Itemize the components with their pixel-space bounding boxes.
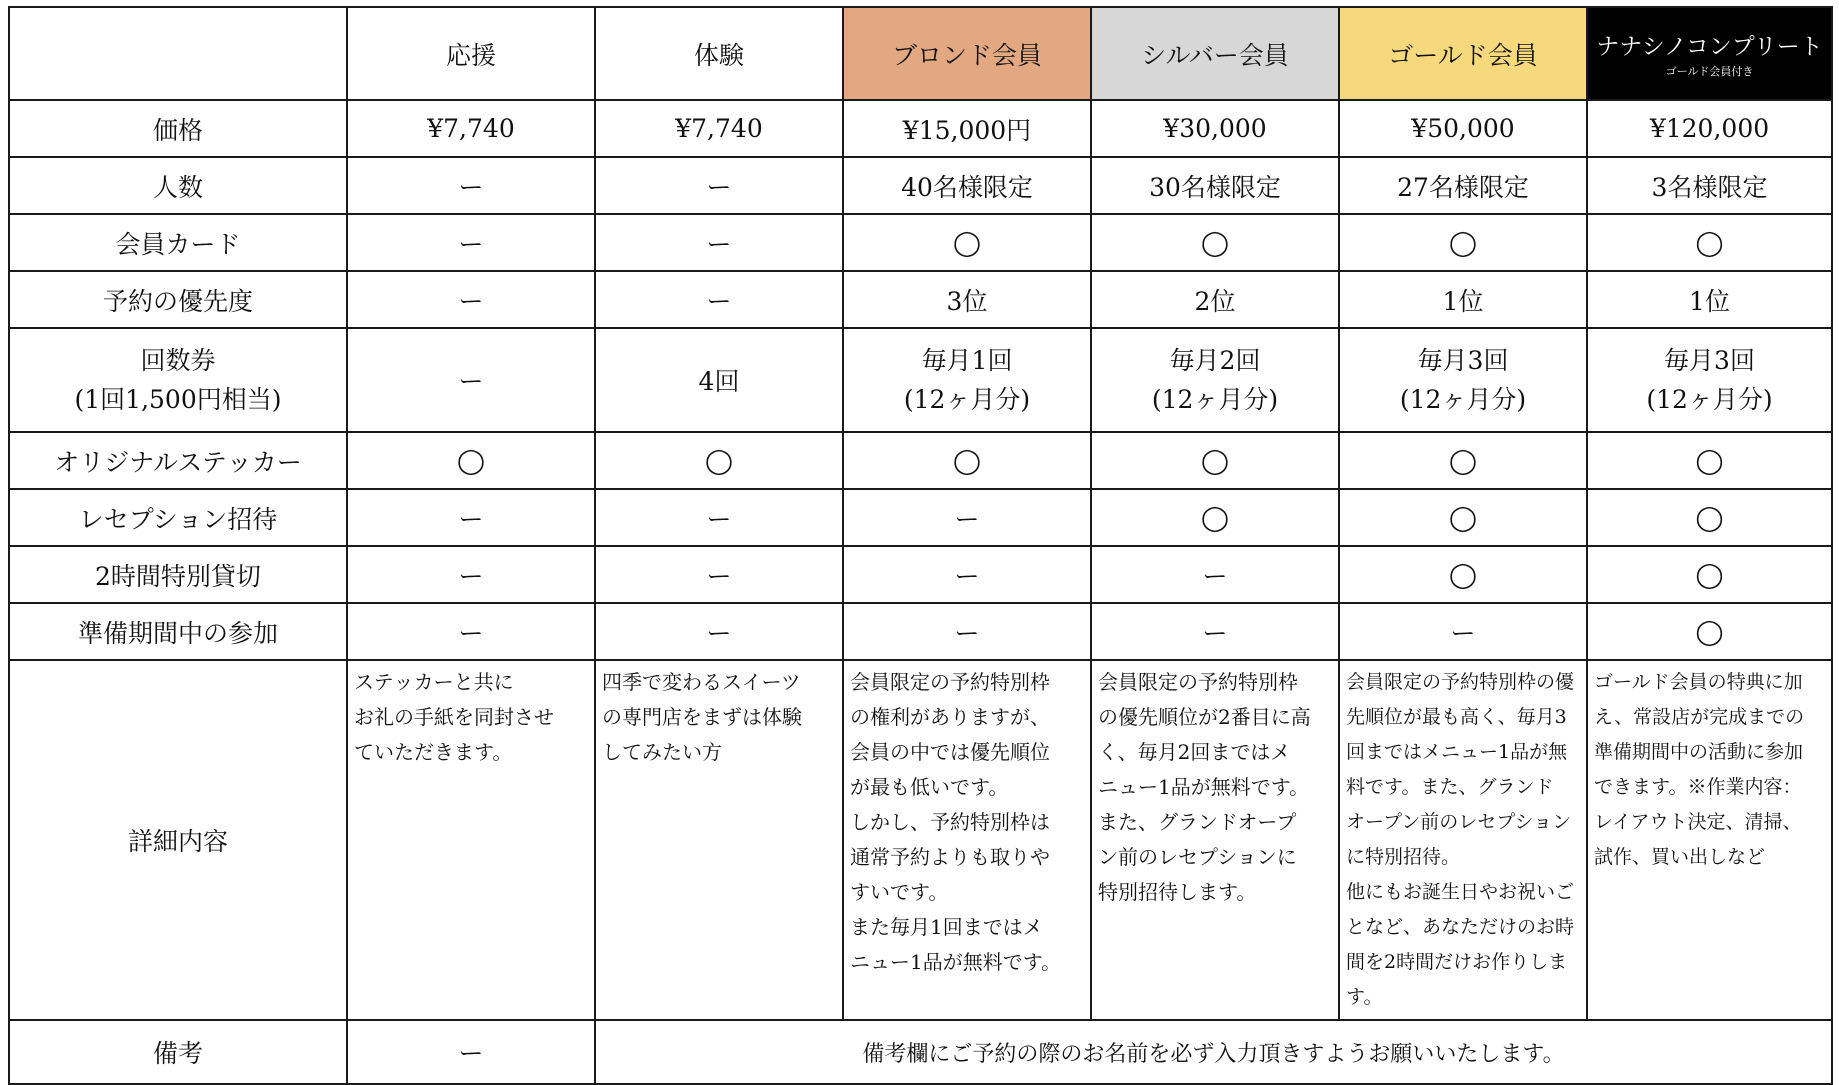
cell-price-trial: ¥7,740 xyxy=(595,100,843,157)
cell-reception-bronze: ー xyxy=(843,489,1091,546)
cell-prep-trial: ー xyxy=(595,603,843,660)
cell-sticker-trial: ◯ xyxy=(595,432,843,489)
cell-sticker-bronze: ◯ xyxy=(843,432,1091,489)
row-label-price: 価格 xyxy=(9,100,347,157)
row-member-card xyxy=(9,214,1832,271)
row-original-sticker xyxy=(9,432,1832,489)
row-label-charter: 2時間特別貸切 xyxy=(9,546,347,603)
cell-capacity-trial: ー xyxy=(595,157,843,214)
row-label-remarks: 備考 xyxy=(9,1020,347,1084)
row-details xyxy=(9,660,1832,1020)
cell-reception-gold: ◯ xyxy=(1339,489,1587,546)
cell-details-silver: 会員限定の予約特別枠 の優先順位が2番目に高 く、毎月2回まではメ ニュー1品が無料です。 また、グランドオープ ン前のレセプションに 特別招待します。 xyxy=(1091,660,1339,1020)
row-capacity xyxy=(9,157,1832,214)
cell-capacity-support: ー xyxy=(347,157,595,214)
cell-prep-complete: ◯ xyxy=(1587,603,1832,660)
header-nanashino-complete xyxy=(1587,7,1832,100)
cell-tickets-complete: 毎月3回 (12ヶ月分) xyxy=(1587,328,1832,432)
cell-sticker-silver: ◯ xyxy=(1091,432,1339,489)
cell-capacity-gold: 27名様限定 xyxy=(1339,157,1587,214)
cell-details-complete: ゴールド会員の特典に加 え、常設店が完成までの 準備期間中の活動に参加 できます。※作業内容： レイアウト決定、清掃、 試作、買い出しなど xyxy=(1587,660,1832,1020)
cell-tickets-gold: 毎月3回 (12ヶ月分) xyxy=(1339,328,1587,432)
cell-priority-trial: ー xyxy=(595,271,843,328)
cell-card-bronze: ◯ xyxy=(843,214,1091,271)
row-label-prep: 準備期間中の参加 xyxy=(9,603,347,660)
row-label-capacity: 人数 xyxy=(9,157,347,214)
cell-priority-silver: 2位 xyxy=(1091,271,1339,328)
cell-card-complete: ◯ xyxy=(1587,214,1832,271)
cell-details-gold: 会員限定の予約特別枠の優 先順位が最も高く、毎月3 回まではメニュー1品が無 料です。また、グランド オープン前のレセプション に特別招待。 他にもお誕生日やお祝いご となど、あなただけのお時 間を2時間だけお作りしま す。 xyxy=(1339,660,1587,1020)
cell-prep-silver: ー xyxy=(1091,603,1339,660)
header-corner xyxy=(9,7,347,100)
header-complete-subtitle: ゴールド会員付き xyxy=(1665,65,1754,78)
cell-tickets-bronze: 毎月1回 (12ヶ月分) xyxy=(843,328,1091,432)
row-reservation-priority xyxy=(9,271,1832,328)
cell-capacity-bronze: 40名様限定 xyxy=(843,157,1091,214)
row-label-details: 詳細内容 xyxy=(9,660,347,1020)
header-bronze-member: ブロンド会員 xyxy=(843,7,1091,100)
cell-capacity-complete: 3名様限定 xyxy=(1587,157,1832,214)
row-price xyxy=(9,100,1832,157)
cell-card-support: ー xyxy=(347,214,595,271)
header-silver-member: シルバー会員 xyxy=(1091,7,1339,100)
cell-tickets-trial: 4回 xyxy=(595,328,843,432)
cell-price-bronze: ¥15,000円 xyxy=(843,100,1091,157)
cell-price-gold: ¥50,000 xyxy=(1339,100,1587,157)
cell-remarks-support: ー xyxy=(347,1020,595,1084)
cell-priority-complete: 1位 xyxy=(1587,271,1832,328)
cell-charter-trial: ー xyxy=(595,546,843,603)
cell-priority-support: ー xyxy=(347,271,595,328)
header-row xyxy=(9,7,1832,100)
cell-sticker-support: ◯ xyxy=(347,432,595,489)
cell-capacity-silver: 30名様限定 xyxy=(1091,157,1339,214)
cell-card-silver: ◯ xyxy=(1091,214,1339,271)
cell-price-silver: ¥30,000 xyxy=(1091,100,1339,157)
row-label-member-card: 会員カード xyxy=(9,214,347,271)
cell-reception-trial: ー xyxy=(595,489,843,546)
row-tickets xyxy=(9,328,1832,432)
cell-tickets-silver: 毎月2回 (12ヶ月分) xyxy=(1091,328,1339,432)
membership-comparison-table xyxy=(8,6,1833,1085)
header-trial: 体験 xyxy=(595,7,843,100)
cell-reception-silver: ◯ xyxy=(1091,489,1339,546)
cell-charter-bronze: ー xyxy=(843,546,1091,603)
cell-tickets-support: ー xyxy=(347,328,595,432)
header-gold-member: ゴールド会員 xyxy=(1339,7,1587,100)
cell-details-bronze: 会員限定の予約特別枠 の権利がありますが、 会員の中では優先順位 が最も低いです。 しかし、予約特別枠は 通常予約よりも取りや すいです。 また毎月1回まではメ ニュー1品が無料です。 xyxy=(843,660,1091,1020)
cell-charter-support: ー xyxy=(347,546,595,603)
cell-priority-gold: 1位 xyxy=(1339,271,1587,328)
cell-priority-bronze: 3位 xyxy=(843,271,1091,328)
cell-charter-gold: ◯ xyxy=(1339,546,1587,603)
cell-card-gold: ◯ xyxy=(1339,214,1587,271)
cell-prep-support: ー xyxy=(347,603,595,660)
cell-details-support: ステッカーと共に お礼の手紙を同封させ ていただきます。 xyxy=(347,660,595,1020)
cell-sticker-complete: ◯ xyxy=(1587,432,1832,489)
cell-charter-silver: ー xyxy=(1091,546,1339,603)
row-label-sticker: オリジナルステッカー xyxy=(9,432,347,489)
cell-reception-support: ー xyxy=(347,489,595,546)
cell-prep-bronze: ー xyxy=(843,603,1091,660)
cell-prep-gold: ー xyxy=(1339,603,1587,660)
row-private-charter xyxy=(9,546,1832,603)
row-label-priority: 予約の優先度 xyxy=(9,271,347,328)
row-prep-participation xyxy=(9,603,1832,660)
cell-price-support: ¥7,740 xyxy=(347,100,595,157)
cell-reception-complete: ◯ xyxy=(1587,489,1832,546)
cell-charter-complete: ◯ xyxy=(1587,546,1832,603)
header-complete-title: ナナシノコンプリート xyxy=(1596,34,1823,60)
row-label-tickets: 回数券 (1回1,500円相当) xyxy=(9,328,347,432)
cell-price-complete: ¥120,000 xyxy=(1587,100,1832,157)
cell-card-trial: ー xyxy=(595,214,843,271)
cell-sticker-gold: ◯ xyxy=(1339,432,1587,489)
row-label-reception: レセプション招待 xyxy=(9,489,347,546)
row-reception-invite xyxy=(9,489,1832,546)
row-remarks xyxy=(9,1020,1832,1084)
cell-remarks-merged: 備考欄にご予約の際のお名前を必ず入力頂きすようお願いいたします。 xyxy=(595,1020,1832,1084)
header-support: 応援 xyxy=(347,7,595,100)
cell-details-trial: 四季で変わるスイーツ の専門店をまずは体験 してみたい方 xyxy=(595,660,843,1020)
